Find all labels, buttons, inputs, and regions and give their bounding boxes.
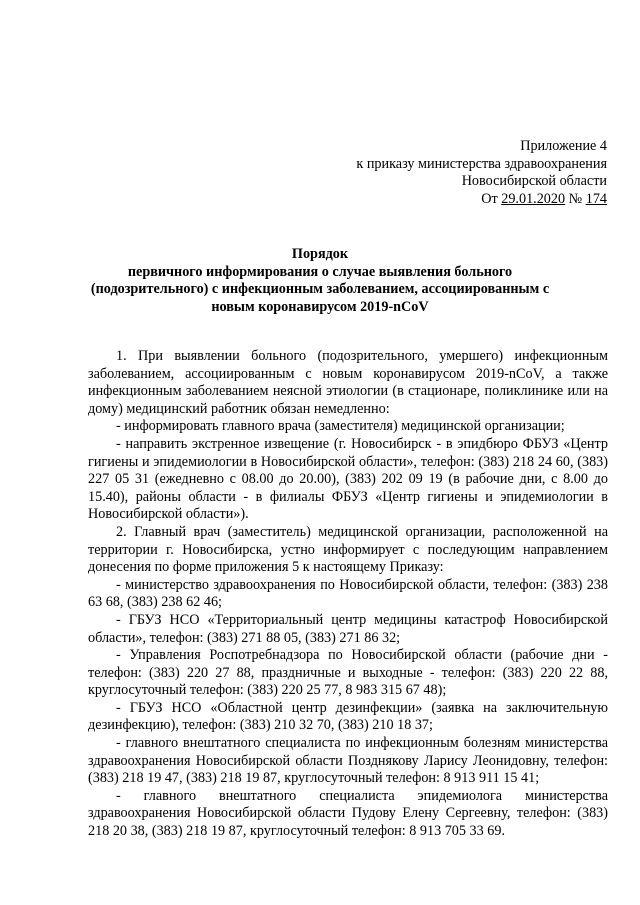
paragraph: - главного внештатного специалиста эпидемиолога министерства здравоохранения Новосибирской области Пудову Елену Сергеевну, телефон: (383) 218 20 38, (383) 218 19 87, круглосуточный телефон: 8 913 705 33 69. — [88, 787, 608, 840]
paragraph: - министерство здравоохранения по Новосибирской области, телефон: (383) 238 63 68, (383) 238 62 46; — [88, 576, 608, 611]
title-line: новым коронавирусом 2019-nCoV — [211, 298, 429, 315]
paragraph: - информировать главного врача (заместителя) медицинской организации; — [116, 418, 565, 435]
paragraph: - главного внештатного специалиста по инфекционным болезням министерства здравоохранения Новосибирской области Позднякову Ларису Леонидовну, телефон: (383) 218 19 47, (383) 218 19 87, круглосуточный телефон: 8 913 911 15 41; — [88, 735, 608, 787]
paragraph: 2. Главный врач (заместитель) медицинской организации, расположенной на территории г. Новосибирска, устно информирует с последующим направлением донесения по форме приложения 5 к настоящему Приказу: — [88, 523, 608, 576]
appendix-line: Новосибирской области — [461, 173, 607, 190]
appendix-header — [356, 138, 607, 208]
appendix-date-line — [356, 191, 607, 209]
appendix-line: Приложение 4 — [520, 138, 607, 154]
paragraph: 1. При выявлении больного (подозрительного, умершего) инфекционным заболеванием, ассоциированным с новым коронавирусом 2019-nCoV, а также инфекционным заболеванием неясной этиологии (в стационаре, поликлинике или на дому) медицинский работник обязан немедленно: — [88, 348, 608, 417]
paragraph: - ГБУЗ НСО «Территориальный центр медицины катастроф Новосибирской области», телефон: (383) 271 88 05, (383) 271 86 32; — [88, 611, 608, 646]
order-number: 174 — [585, 190, 607, 207]
order-date: 29.01.2020 — [501, 190, 566, 207]
paragraph: - направить экстренное извещение (г. Новосибирск - в эпидбюро ФБУЗ «Центр гигиены и эпидемиологии в Новосибирской области», телефон: (383) 218 24 60, (383) 227 05 31 (ежедневно с 08.00 до 20.00), (383) 202 09 19 (в рабочие дни, с 8.00 до 15.40), районы области - в филиалы ФБУЗ «Центр гигиены и эпидемиологии в Новосибирской области»). — [88, 435, 608, 523]
title-line: Порядок — [291, 246, 349, 262]
paragraph: - ГБУЗ НСО «Областной центр дезинфекции» (заявка на заключительную дезинфекцию), телефон: (383) 210 32 70, (383) 210 18 37; — [88, 699, 608, 734]
document-title — [84, 246, 556, 316]
title-line: первичного информирования о случае выявления больного — [127, 263, 513, 280]
document-body — [88, 348, 608, 841]
title-line: (подозрительного) с инфекционным заболеванием, ассоциированным с — [90, 281, 550, 298]
date-prefix: От — [481, 190, 502, 207]
paragraph: - Управления Роспотребнадзора по Новосибирской области (рабочие дни - телефон: (383) 220 27 88, праздничные и выходные - телефон: (383) 220 22 88, круглосуточный телефон: (383) 220 25 77, 8 983 315 67 48); — [88, 647, 608, 699]
number-prefix: № — [565, 190, 586, 207]
appendix-line: к приказу министерства здравоохранения — [356, 155, 607, 172]
